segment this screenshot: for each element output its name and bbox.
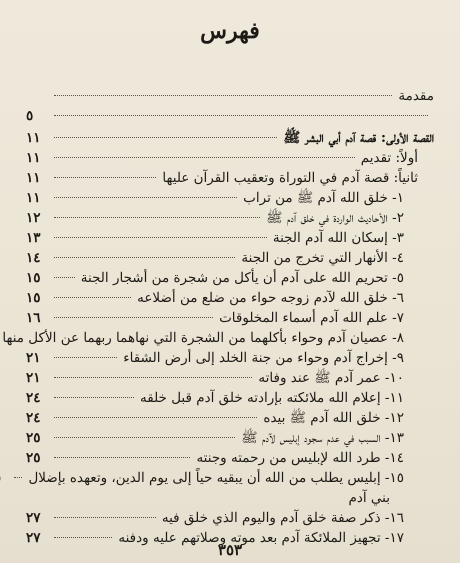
toc-page-number: ٢٧ bbox=[26, 530, 41, 546]
toc-row bbox=[26, 268, 434, 288]
toc-row bbox=[26, 148, 434, 168]
toc-page-number: ١٦ bbox=[26, 310, 41, 326]
toc-row bbox=[26, 248, 434, 268]
toc-page-number: ١١ bbox=[26, 130, 41, 146]
toc-entry-text: ٩- إخراج آدم وحواء من جنة الخلد إلى أرض الشقاء bbox=[123, 350, 404, 366]
toc-row bbox=[26, 508, 434, 528]
leader-dots bbox=[54, 217, 260, 218]
toc-entry-text: ثانياً: قصة آدم في التوراة وتعقيب القرآن عليها bbox=[162, 170, 418, 186]
leader-dots bbox=[54, 137, 277, 138]
leader-dots bbox=[54, 95, 392, 96]
leader-dots bbox=[54, 357, 117, 358]
toc-page-number: ٢٥ bbox=[26, 430, 41, 446]
toc-entry-text: ٣- إسكان الله آدم الجنة bbox=[272, 230, 404, 246]
toc-row bbox=[26, 228, 434, 248]
toc-entry-text: ١١- إعلام الله ملائكته بإرادته خلق آدم قبل خلقه bbox=[140, 390, 404, 406]
toc-page-number: ٢٤ bbox=[26, 410, 41, 426]
toc-entry-text: القصة الأولى: قصة آدم أبي البشر ﷺ bbox=[283, 130, 434, 146]
leader-dots bbox=[54, 417, 257, 418]
toc-entry-text: بني آدم bbox=[348, 490, 390, 506]
toc-row bbox=[26, 448, 434, 468]
leader-dots bbox=[54, 157, 355, 158]
toc-page-number: ١١ bbox=[26, 150, 41, 166]
toc-page-number: ١٤ bbox=[26, 250, 41, 266]
toc-entry-text: ١٥- إبليس يطلب من الله أن يبقيه حياً إلى يوم الدين، وتعهده بإضلال bbox=[28, 470, 404, 486]
leader-dots bbox=[54, 537, 112, 538]
toc-row bbox=[26, 106, 434, 126]
toc-page-number: ٢٧ bbox=[26, 510, 41, 526]
toc-entry-text: ٧- علم الله آدم أسماء المخلوقات bbox=[219, 310, 404, 326]
toc-entry-text: ٦- خلق الله لآدم زوجه حواء من ضلع من أضلاعه bbox=[137, 290, 404, 306]
toc-page-number: ١٥ bbox=[26, 270, 41, 286]
toc-row bbox=[26, 368, 434, 388]
toc-page-number: ٢٥ bbox=[26, 450, 41, 466]
toc-row bbox=[26, 168, 434, 188]
toc-row bbox=[26, 468, 434, 488]
toc-row-continuation bbox=[26, 488, 434, 508]
leader-dots bbox=[14, 477, 22, 478]
toc-row bbox=[26, 408, 434, 428]
leader-dots bbox=[54, 297, 131, 298]
leader-dots bbox=[54, 517, 156, 518]
leader-dots bbox=[54, 377, 252, 378]
toc-entry-text: ٨- عصيان آدم وحواء بأكلهما من الشجرة التي نهاهما ربهما عن الأكل منها bbox=[2, 330, 404, 346]
leader-dots bbox=[54, 397, 134, 398]
toc-page-number: ٢١ bbox=[26, 370, 41, 386]
leader-dots bbox=[54, 317, 213, 318]
page-number: ٣٥٣ bbox=[217, 541, 243, 559]
leader-dots bbox=[54, 457, 190, 458]
toc-row bbox=[26, 208, 434, 228]
toc-page-number: ١٣ bbox=[26, 230, 41, 246]
toc-entry-text: ١٢- خلق الله آدم ﷺ بيده bbox=[263, 410, 404, 426]
toc-page-number bbox=[0, 468, 8, 488]
toc-page-number: ١٢ bbox=[26, 210, 41, 226]
toc-page-number: ١١ bbox=[26, 190, 41, 206]
toc-entry-text: ١٧- تجهيز الملائكة آدم بعد موته وصلاتهم عليه ودفنه bbox=[118, 530, 404, 546]
toc-row bbox=[26, 128, 434, 148]
toc-page-number: ٢١ bbox=[26, 350, 41, 366]
page-title: فهرس bbox=[200, 18, 260, 44]
toc-page-number: ١٥ bbox=[26, 290, 41, 306]
toc-row bbox=[26, 86, 434, 106]
toc-page-number: ١١ bbox=[26, 170, 41, 186]
toc-row bbox=[26, 388, 434, 408]
toc-entry-text: ١٣- السبب في عدم سجود إبليس لآدم ﷺ bbox=[241, 430, 404, 446]
toc-entry-text: مقدمة bbox=[398, 88, 434, 104]
toc-row bbox=[26, 428, 434, 448]
table-of-contents bbox=[2, 86, 434, 548]
toc-entry-text: ١٠- عمر آدم ﷺ عند وفاته bbox=[258, 370, 404, 386]
leader-dots bbox=[54, 257, 235, 258]
toc-entry-text: ١٤- طرد الله لإبليس من رحمته وجنته bbox=[196, 450, 404, 466]
toc-row bbox=[26, 188, 434, 208]
toc-row bbox=[26, 348, 434, 368]
toc-page-number: ٥ bbox=[26, 108, 34, 124]
toc-entry-text: ٥- تحريم الله على آدم أن يأكل من شجرة من أشجار الجنة bbox=[80, 270, 404, 286]
leader-dots bbox=[54, 237, 267, 238]
leader-dots bbox=[54, 177, 156, 178]
leader-dots bbox=[54, 115, 428, 116]
toc-entry-text: أولاً: تقديم bbox=[360, 150, 418, 166]
toc-row bbox=[26, 288, 434, 308]
toc-entry-text: ٤- الأنهار التي تخرج من الجنة bbox=[241, 250, 404, 266]
leader-dots bbox=[54, 437, 235, 438]
toc-entry-text: ١- خلق الله آدم ﷺ من تراب bbox=[243, 190, 404, 206]
leader-dots bbox=[54, 197, 237, 198]
leader-dots bbox=[54, 277, 75, 278]
toc-entry-text: ١٦- ذكر صفة خلق آدم واليوم الذي خلق فيه bbox=[161, 510, 404, 526]
toc-page-number: ٢٤ bbox=[26, 390, 41, 406]
toc-row bbox=[26, 308, 434, 328]
toc-entry-text: ٢- الأحاديث الواردة في خلق آدم ﷺ bbox=[266, 210, 404, 226]
toc-row bbox=[2, 328, 434, 348]
